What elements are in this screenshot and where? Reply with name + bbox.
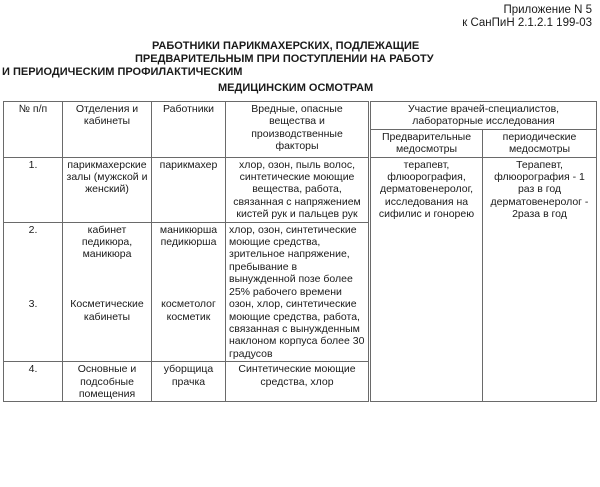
row-dept: парикмахерские залы (мужской и женский) bbox=[63, 157, 152, 222]
row-dept: кабинет педикюра, маникюра bbox=[63, 222, 152, 298]
row-num: 2. bbox=[4, 222, 63, 298]
row-workers: парикмахер bbox=[152, 157, 226, 222]
row-num: 1. bbox=[4, 157, 63, 222]
row-periodic: Терапевт, флюорография - 1 раз в год дерматовенеролог - 2раза в год bbox=[483, 157, 597, 402]
appendix-reference bbox=[462, 4, 592, 30]
header-row bbox=[4, 102, 597, 130]
row-workers: косметолог косметик bbox=[152, 298, 226, 362]
row-num: 4. bbox=[4, 362, 63, 402]
row-factors: хлор, озон, пыль волос, синтетические моющие вещества, работа, связанная с напряжением кистей рук и пальцев рук bbox=[226, 157, 370, 222]
row-num: 3. bbox=[4, 298, 63, 362]
header-periodic: периодические медосмотры bbox=[483, 129, 597, 157]
row-workers: уборщица прачка bbox=[152, 362, 226, 402]
row-dept: Основные и подсобные помещения bbox=[63, 362, 152, 402]
sanpin-reference: к СанПиН 2.1.2.1 199-03 bbox=[462, 17, 592, 29]
header-dept: Отделения и кабинеты bbox=[63, 102, 152, 158]
header-preliminary: Предварительные медосмотры bbox=[370, 129, 483, 157]
doc-title-line-4: МЕДИЦИНСКИМ ОСМОТРАМ bbox=[218, 82, 374, 94]
doc-title-line-3: И ПЕРИОДИЧЕСКИМ ПРОФИЛАКТИЧЕСКИМ bbox=[2, 66, 243, 78]
row-dept: Косметические кабинеты bbox=[63, 298, 152, 362]
row-preliminary: терапевт, флюорография, дерматовенеролог, исследования на сифилис и гонорею bbox=[370, 157, 483, 402]
row-factors: Синтетические моющие средства, хлор bbox=[226, 362, 370, 402]
header-workers: Работники bbox=[152, 102, 226, 158]
medical-exam-table bbox=[3, 101, 597, 402]
table-row bbox=[4, 157, 597, 222]
doc-title-line-1: РАБОТНИКИ ПАРИКМАХЕРСКИХ, ПОДЛЕЖАЩИЕ bbox=[152, 40, 420, 52]
header-num: № п/п bbox=[4, 102, 63, 158]
row-factors: хлор, озон, синтетические моющие средства, зрительное напряжение, пребывание в вынужденной позе более 25% рабочего времени bbox=[226, 222, 370, 298]
appendix-number: Приложение N 5 bbox=[503, 4, 592, 16]
header-participation: Участие врачей-специалистов, лабораторные исследования bbox=[370, 102, 597, 130]
row-workers: маникюрша педикюрша bbox=[152, 222, 226, 298]
header-factors: Вредные, опасные вещества и производственные факторы bbox=[226, 102, 370, 158]
doc-title-line-2: ПРЕДВАРИТЕЛЬНЫМ ПРИ ПОСТУПЛЕНИИ НА РАБОТУ bbox=[135, 53, 434, 65]
row-factors: озон, хлор, синтетические моющие средства, работа, связанная с вынужденным наклоном корпуса более 30 градусов bbox=[226, 298, 370, 362]
